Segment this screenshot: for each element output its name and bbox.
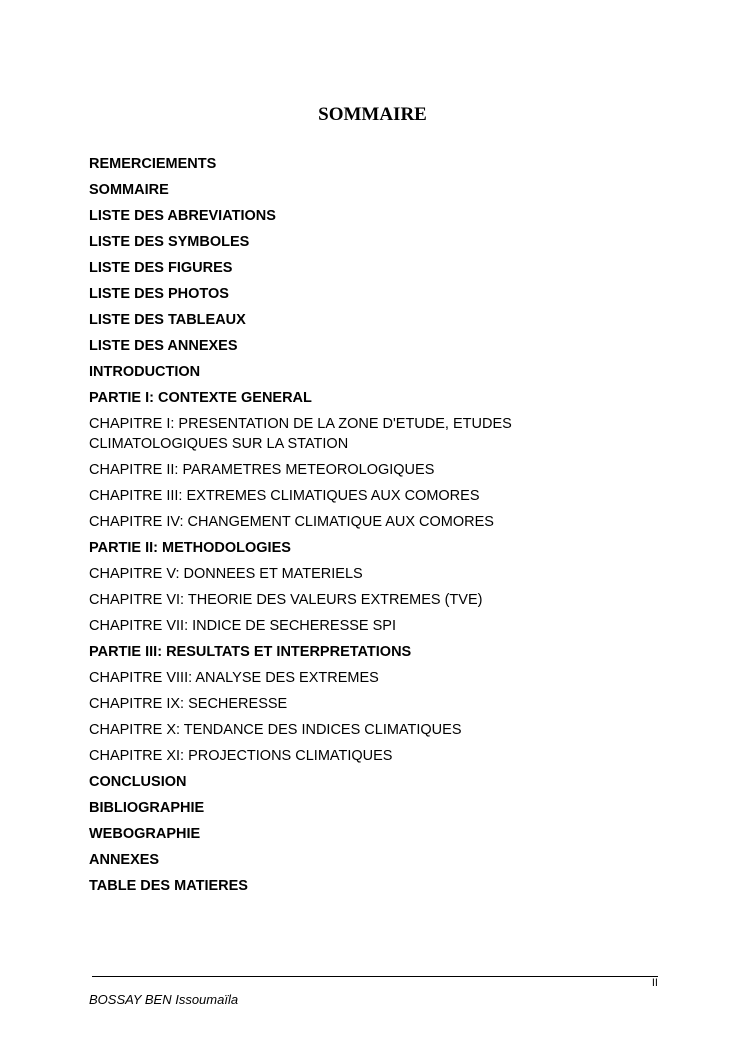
toc-entry[interactable]: CHAPITRE VII: INDICE DE SECHERESSE SPI	[89, 618, 396, 634]
toc-entry[interactable]: PARTIE I: CONTEXTE GENERAL	[89, 390, 312, 406]
toc-entry[interactable]: CHAPITRE II: PARAMETRES METEOROLOGIQUES	[89, 462, 435, 478]
toc-entry[interactable]: CHAPITRE V: DONNEES ET MATERIELS	[89, 566, 363, 582]
toc-entry[interactable]: CHAPITRE IV: CHANGEMENT CLIMATIQUE AUX COMORES	[89, 514, 494, 530]
toc-entry[interactable]: CHAPITRE VI: THEORIE DES VALEURS EXTREMES (TVE)	[89, 592, 483, 608]
toc-entry[interactable]: CHAPITRE III: EXTREMES CLIMATIQUES AUX COMORES	[89, 488, 480, 504]
toc-entry[interactable]: BIBLIOGRAPHIE	[89, 800, 205, 816]
toc-entry[interactable]: SOMMAIRE	[89, 182, 169, 198]
toc-entry[interactable]: WEBOGRAPHIE	[89, 826, 201, 842]
toc-entry[interactable]: LISTE DES FIGURES	[89, 260, 233, 276]
toc-entry[interactable]: CHAPITRE IX: SECHERESSE	[89, 696, 288, 712]
table-of-contents	[89, 154, 559, 902]
toc-entry[interactable]: LISTE DES SYMBOLES	[89, 234, 250, 250]
toc-entry[interactable]: PARTIE III: RESULTATS ET INTERPRETATIONS	[89, 644, 412, 660]
toc-entry[interactable]: LISTE DES ANNEXES	[89, 338, 238, 354]
toc-entry[interactable]: INTRODUCTION	[89, 364, 201, 380]
toc-entry[interactable]: CHAPITRE I: PRESENTATION DE LA ZONE D'ETUDE, ETUDES CLIMATOLOGIQUES SUR LA STATION	[89, 416, 512, 452]
toc-entry[interactable]: CHAPITRE X: TENDANCE DES INDICES CLIMATIQUES	[89, 722, 462, 738]
page-title: SOMMAIRE	[318, 104, 427, 125]
toc-entry[interactable]: LISTE DES ABREVIATIONS	[89, 208, 276, 224]
toc-entry[interactable]: PARTIE II: METHODOLOGIES	[89, 540, 291, 556]
toc-entry[interactable]: LISTE DES PHOTOS	[89, 286, 229, 302]
toc-entry[interactable]: LISTE DES TABLEAUX	[89, 312, 246, 328]
toc-entry[interactable]: CHAPITRE VIII: ANALYSE DES EXTREMES	[89, 670, 379, 686]
toc-entry[interactable]: CONCLUSION	[89, 774, 187, 790]
footer-divider	[92, 976, 658, 977]
toc-entry[interactable]: CHAPITRE XI: PROJECTIONS CLIMATIQUES	[89, 748, 393, 764]
toc-entry[interactable]: TABLE DES MATIERES	[89, 878, 248, 894]
page-number: II	[651, 977, 658, 989]
toc-entry[interactable]: ANNEXES	[89, 852, 160, 868]
footer-author: BOSSAY BEN Issoumaïla	[89, 992, 239, 1007]
toc-entry[interactable]: REMERCIEMENTS	[89, 156, 217, 172]
